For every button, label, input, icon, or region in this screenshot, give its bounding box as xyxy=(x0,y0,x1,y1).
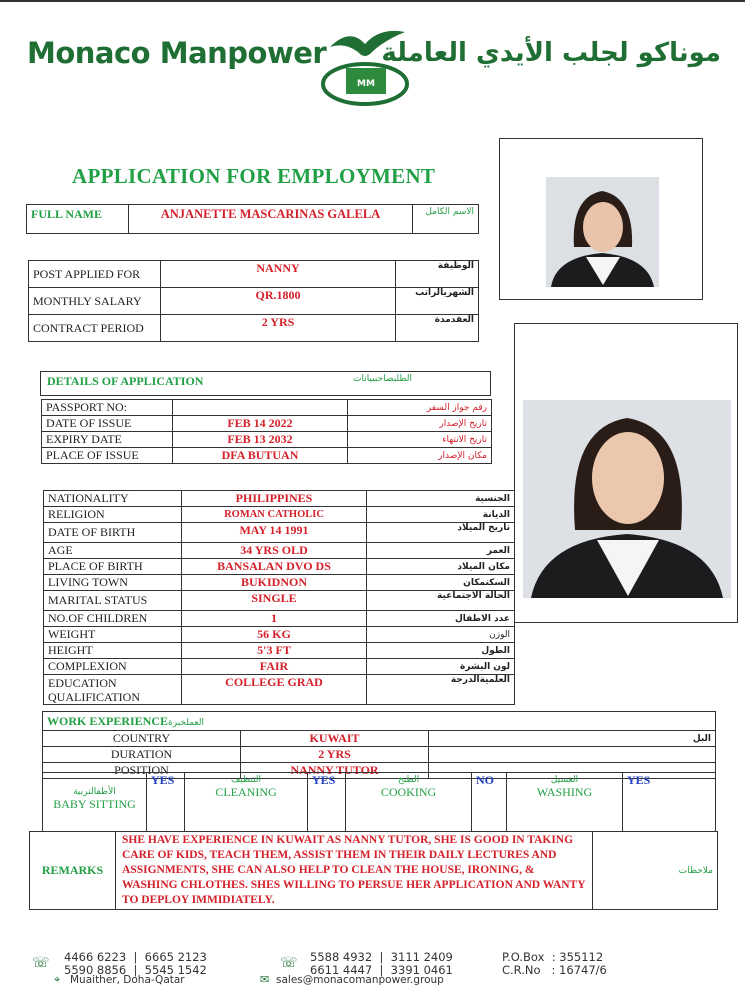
religion-value: ROMAN CATHOLIC xyxy=(182,507,367,523)
work-header-label: WORK EXPERIENCE xyxy=(47,714,169,728)
issue-date-value: FEB 14 2022 xyxy=(173,416,348,432)
contract-label-ar: العقدمدة xyxy=(396,315,479,342)
passport-label: PASSPORT NO: xyxy=(42,400,173,416)
weight-value: 56 KG xyxy=(182,627,367,643)
children-label-ar: عدد الاطفال xyxy=(367,611,515,627)
phones-line-4: 6611 4447 | 3391 0461 xyxy=(310,963,453,977)
full-name-value: ANJANETTE MASCARINAS GALELA xyxy=(129,205,413,234)
dob-value: MAY 14 1991 xyxy=(182,523,367,543)
country-value: KUWAIT xyxy=(241,731,429,747)
svg-text:MM: MM xyxy=(357,79,375,89)
work-table xyxy=(42,711,716,779)
salary-label: MONTHLY SALARY xyxy=(29,288,161,315)
remarks-label: REMARKS xyxy=(30,832,116,910)
skill-babysitting-answer: YES xyxy=(147,773,185,832)
marital-label: MARITAL STATUS xyxy=(44,591,182,611)
personal-table xyxy=(43,490,515,705)
full-name-table xyxy=(26,204,479,234)
skill-babysitting-label: BABY SITTING xyxy=(53,797,136,811)
place-issue-label: PLACE OF ISSUE xyxy=(42,448,173,464)
marital-value: SINGLE xyxy=(182,591,367,611)
passport-value xyxy=(173,400,348,416)
skill-babysitting-label-ar: الأطفالتربية xyxy=(73,787,116,797)
living-town-label-ar: السكنمكان xyxy=(367,575,515,591)
duration-label-ar xyxy=(429,747,716,763)
skills-table xyxy=(42,772,716,832)
age-value: 34 YRS OLD xyxy=(182,543,367,559)
post-applied-label: POST APPLIED FOR xyxy=(29,261,161,288)
full-name-label: FULL NAME xyxy=(27,205,129,234)
post-applied-label-ar: الوظيفة xyxy=(396,261,479,288)
children-label: NO.OF CHILDREN xyxy=(44,611,182,627)
footer-bar xyxy=(28,945,728,990)
dob-label-ar: تاريخ الميلاد xyxy=(367,523,515,543)
dob-label: DATE OF BIRTH xyxy=(44,523,182,543)
post-applied-value: NANNY xyxy=(161,261,396,288)
contract-value: 2 YRS xyxy=(161,315,396,342)
living-town-value: BUKIDNON xyxy=(182,575,367,591)
skill-cooking-answer: NO xyxy=(472,773,507,832)
expiry-date-label-ar: تاريخ الانتهاء xyxy=(348,432,492,448)
phones-line-3: 5588 4932 | 3111 2409 xyxy=(310,950,453,964)
nationality-value: PHILIPPINES xyxy=(182,491,367,507)
complexion-value: FAIR xyxy=(182,659,367,675)
page-title: APPLICATION FOR EMPLOYMENT xyxy=(72,164,436,188)
skill-washing xyxy=(507,773,623,832)
photo-frame-small xyxy=(499,138,703,300)
skill-cooking-label-ar: الطبخ xyxy=(397,775,420,785)
country-label: COUNTRY xyxy=(43,731,241,747)
weight-label: WEIGHT xyxy=(44,627,182,643)
po-box: P.O.Box : 355112 xyxy=(502,950,604,964)
contract-label: CONTRACT PERIOD xyxy=(29,315,161,342)
post-table xyxy=(28,260,479,342)
height-label-ar: الطول xyxy=(367,643,515,659)
place-issue-value: DFA BUTUAN xyxy=(173,448,348,464)
salary-label-ar: الشهريالراتب xyxy=(396,288,479,315)
skill-cleaning-label: CLEANING xyxy=(215,785,277,799)
phone-icon-2: ☏ xyxy=(280,955,298,971)
nationality-label: NATIONALITY xyxy=(44,491,182,507)
phone-icon: ☏ xyxy=(32,955,50,971)
religion-label: RELIGION xyxy=(44,507,182,523)
education-label-ar: العلميةالدرجة xyxy=(367,675,515,705)
nationality-label-ar: الجنسية xyxy=(367,491,515,507)
religion-label-ar: الديانة xyxy=(367,507,515,523)
skill-cleaning-answer: YES xyxy=(308,773,346,832)
photo-frame-large xyxy=(514,323,738,623)
education-label: EDUCATION QUALIFICATION xyxy=(44,675,182,705)
duration-label: DURATION xyxy=(43,747,241,763)
position-label: POSITION xyxy=(43,763,241,779)
complexion-label-ar: لون البشرة xyxy=(367,659,515,675)
remarks-label-ar: ملاحظات xyxy=(593,832,718,910)
pob-label-ar: مكان الميلاد xyxy=(367,559,515,575)
skill-cooking-label: COOKING xyxy=(380,785,437,799)
full-name-label-ar: الاسم الكامل xyxy=(413,205,479,234)
duration-value: 2 YRS xyxy=(241,747,429,763)
children-value: 1 xyxy=(182,611,367,627)
remarks-table xyxy=(29,831,718,910)
company-name-ar: موناكو لجلب الأيدي العاملة xyxy=(381,38,721,68)
applicant-photo-large xyxy=(523,400,731,598)
remarks-text: SHE HAVE EXPERIENCE IN KUWAIT AS NANNY TUTOR, SHE IS GOOD IN TAKING CARE OF KIDS, TEACH THEM, ASSIST THEM IN THEIR DAILY LECTURES AND ASSIGNMENTS, SHE CAN ALSO HELP TO CLEAN THE HOUSE, IRONING, & WASHING CHLOTHES. SHES WILLING TO PERSUE HER APPLICATION AND WANTY TO DEPLOY IMMIDIATELY. xyxy=(116,832,593,910)
work-header xyxy=(43,712,716,731)
address: Muaither, Doha-Qatar xyxy=(70,974,185,986)
location-icon: ⌖ xyxy=(54,973,61,986)
email: sales@monacomanpower.group xyxy=(276,974,444,986)
complexion-label: COMPLEXION xyxy=(44,659,182,675)
expiry-date-label: EXPIRY DATE xyxy=(42,432,173,448)
weight-label-ar: الوزن xyxy=(367,627,515,643)
issue-date-label-ar: تاريخ الإصدار xyxy=(348,416,492,432)
cr-no: C.R.No : 16747/6 xyxy=(502,963,607,977)
height-label: HEIGHT xyxy=(44,643,182,659)
details-table xyxy=(41,399,492,464)
place-issue-label-ar: مكان الإصدار xyxy=(348,448,492,464)
details-header-label: DETAILS OF APPLICATION xyxy=(47,374,204,388)
height-value: 5'3 FT xyxy=(182,643,367,659)
skill-washing-label-ar: الغسيل xyxy=(550,775,579,785)
top-line xyxy=(0,0,745,2)
skill-cleaning xyxy=(185,773,308,832)
age-label: AGE xyxy=(44,543,182,559)
pob-label: PLACE OF BIRTH xyxy=(44,559,182,575)
phones-line-2: 5590 8856 | 5545 1542 xyxy=(64,963,207,977)
applicant-photo-small xyxy=(546,177,659,287)
issue-date-label: DATE OF ISSUE xyxy=(42,416,173,432)
country-label-ar: البل xyxy=(429,731,716,747)
details-header xyxy=(40,371,491,396)
marital-label-ar: الحالة الاجتماعية xyxy=(367,591,515,611)
skill-cooking xyxy=(346,773,472,832)
education-value: COLLEGE GRAD xyxy=(182,675,367,705)
skill-washing-answer: YES xyxy=(623,773,716,832)
work-header-label-ar: العملخبرة xyxy=(168,718,204,728)
phones-line-1: 4466 6223 | 6665 2123 xyxy=(64,950,207,964)
email-icon: ✉ xyxy=(260,973,270,986)
salary-value: QR.1800 xyxy=(161,288,396,315)
age-label-ar: العمر xyxy=(367,543,515,559)
living-town-label: LIVING TOWN xyxy=(44,575,182,591)
skill-cleaning-label-ar: التنظيف xyxy=(230,775,262,785)
position-value: NANNY TUTOR xyxy=(241,763,429,779)
pob-value: BANSALAN DVO DS xyxy=(182,559,367,575)
skill-washing-label: WASHING xyxy=(536,785,593,799)
passport-label-ar: رقم جواز السفر xyxy=(348,400,492,416)
details-header-label-ar: الطلبصاحببيانات xyxy=(353,374,413,384)
expiry-date-value: FEB 13 2032 xyxy=(173,432,348,448)
skill-babysitting xyxy=(43,773,147,832)
company-name-en: Monaco Manpower xyxy=(27,36,327,70)
